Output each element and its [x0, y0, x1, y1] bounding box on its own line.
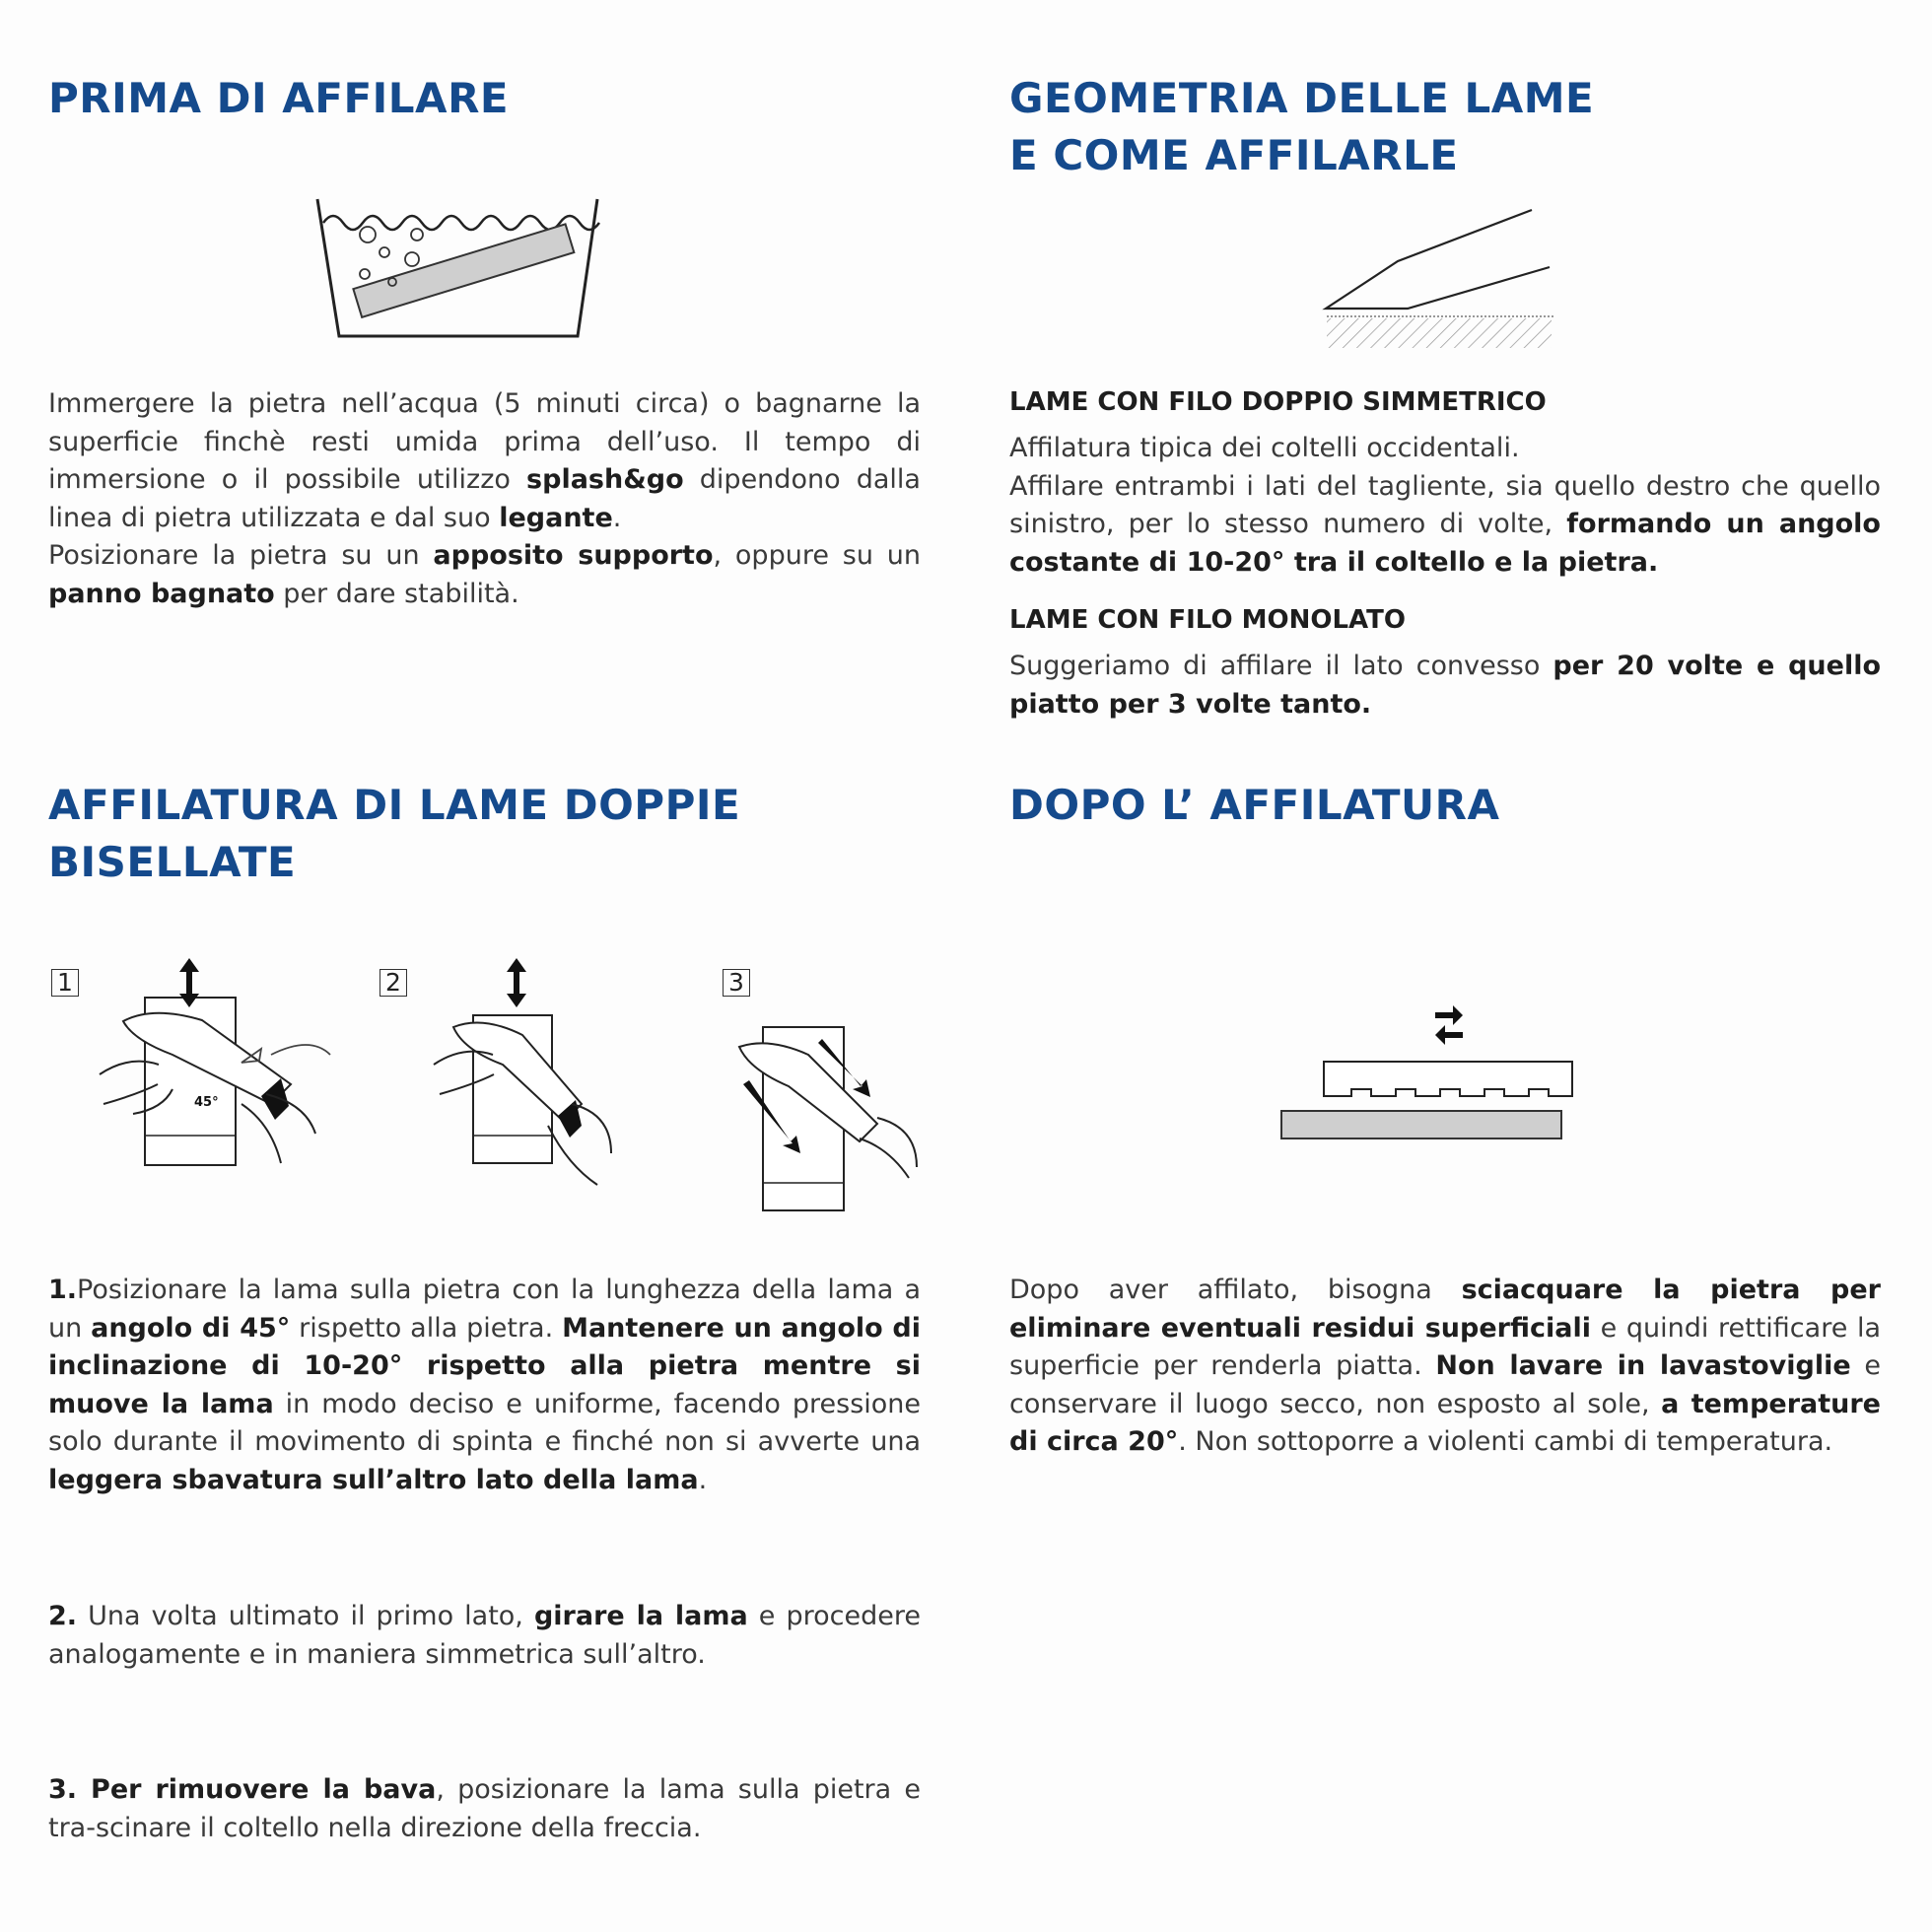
section-title-geometria: GEOMETRIA DELLE LAME E COME AFFILARLE — [1009, 74, 1595, 179]
subtitle-filo-doppio: LAME CON FILO DOPPIO SIMMETRICO — [1009, 387, 1547, 417]
flattening-stone-illustration — [1279, 1060, 1585, 1158]
section-title-prima-di-affilare: PRIMA DI AFFILARE — [48, 74, 510, 122]
paragraph-filo-monolato: Suggeriamo di affilare il lato convesso per 20 volte e quello piatto per 3 volte tanto. — [1009, 651, 1882, 720]
water-bath-illustration — [313, 193, 609, 351]
knife-step-1-illustration — [94, 956, 340, 1203]
section-title-dopo-affilatura: DOPO L’ AFFILATURA — [1009, 781, 1500, 829]
section-1-paragraph: Immergere la pietra nell’acqua (5 minuti circa) o bagnarne la superficie finchè resti umida prima dell’uso. Il tempo di immersione o il possibile utilizzo splash&go dipendono dalla linea di pietra utilizzata e dal suo legante. Posizionare la pietra su un apposito supporto, oppure su un panno bagnato per dare stabilità. — [48, 388, 921, 609]
step-2-label: 2 — [380, 969, 407, 997]
subtitle-filo-monolato: LAME CON FILO MONOLATO — [1009, 605, 1406, 635]
step-3-paragraph: 3. Per rimuovere la bava, posizionare la lama sulla pietra e tra-scinare il coltello nella direzione della freccia. — [48, 1774, 921, 1843]
double-arrow-icon — [1429, 1000, 1469, 1050]
paragraph-filo-doppio: Affilatura tipica dei coltelli occidentali. Affilare entrambi i lati del tagliente, sia quello destro che quello sinistro, per lo stesso numero di volte, formando un angolo costante di 10-20° tra il coltello e la pietra. — [1009, 433, 1881, 578]
section-title-affilatura-doppie: AFFILATURA DI LAME DOPPIE BISELLATE — [48, 781, 741, 886]
section-4-paragraph: Dopo aver affilato, bisogna sciacquare la pietra per eliminare eventuali residui superficiali e quindi rettificare la superficie per renderla piatta. Non lavare in lavastoviglie e conservare il luogo secco, non esposto al sole, a temperature di circa 20°. Non sottoporre a violenti cambi di temperatura. — [1009, 1275, 1882, 1457]
knife-step-3-illustration — [729, 1015, 946, 1252]
step-1-label: 1 — [51, 969, 79, 997]
knife-step-2-illustration — [434, 956, 651, 1212]
step-1-paragraph: 1.Posizionare la lama sulla pietra con la lunghezza della lama a un angolo di 45° rispetto alla pietra. Mantenere un angolo di inclinazione di 10-20° rispetto alla pietra mentre si muove la lama in modo deciso e uniforme, facendo pressione solo durante il movimento di spinta e finché non si avverte una leggera sbavatura sull’altro lato della lama. — [48, 1275, 922, 1495]
step-3-label: 3 — [723, 969, 750, 997]
step-2-paragraph: 2. Una volta ultimato il primo lato, girare la lama e procedere analogamente e in maniera simmetrica sull’altro. — [48, 1601, 921, 1670]
angle-label: 45° — [194, 1095, 219, 1110]
blade-edge-illustration — [1321, 202, 1567, 350]
